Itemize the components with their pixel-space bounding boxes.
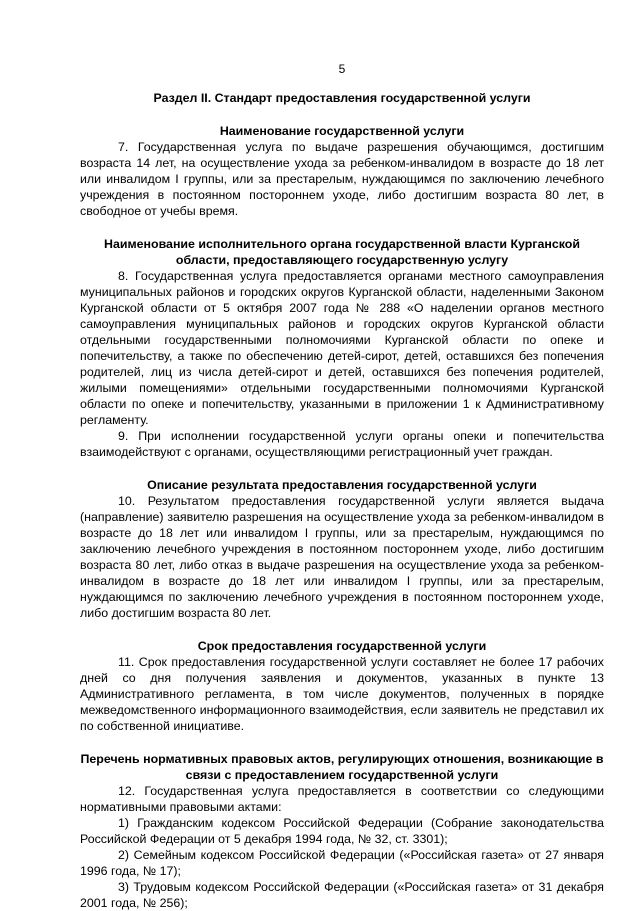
paragraph-7: 7. Государственная услуга по выдаче разрешения обучающимся, достигшим возраста 14 лет, на осуществление ухода за ребенком-инвалидом в возрасте до 18 лет или инвалидом I группы, или за престарелым, нуждающимся по заключению лечебного учреждения в постоянном постороннем уходе, либо достигшим возраста 80 лет, в свободное от учебы время.: [80, 140, 604, 218]
paragraph-8: 8. Государственная услуга предоставляется органами местного самоуправления муниципальных районов и городских округов Курганской области, наделенными Законом Курганской области от 5 октября 2007 года № 288 «О наделении органов местного самоуправления муниципальных районов и городских округов Курганской области отдельными государственными полномочиями Курганской области по опеке и попечительству, а также по обеспечению детей-сирот, детей, оставшихся без попечения родителей, лиц из числа детей-сирот и детей, оставшихся без попечения родителей, жилыми помещениями» отдельными государственными полномочиями Курганской области по опеке и попечительству, указанными в приложении 1 к Административному регламенту.: [80, 269, 604, 427]
heading-executive-body: Наименование исполнительного органа государственной власти Курганской области, предоставляющего государственную услугу: [104, 237, 580, 267]
heading-legal-acts: Перечень нормативных правовых актов, регулирующих отношения, возникающие в связи с предоставлением государственной услуги: [80, 752, 604, 782]
heading-service-name: Наименование государственной услуги: [219, 124, 465, 138]
list-item-labor-code: 3) Трудовым кодексом Российской Федерации («Российская газета» от 31 декабря 2001 года, № 256);: [80, 880, 604, 910]
paragraph-12: 12. Государственная услуга предоставляется в соответствии со следующими нормативными правовыми актами:: [80, 784, 604, 814]
paragraph-11: 11. Срок предоставления государственной услуги составляет не более 17 рабочих дней со дня получения заявления и документов, указанных в пункте 13 Административного регламента, в том числе документов, полученных в порядке межведомственного информационного взаимодействия, если заявитель не представил их по собственной инициативе.: [80, 655, 604, 733]
section-title: Раздел II. Стандарт предоставления государственной услуги: [153, 91, 531, 105]
heading-service-term: Срок предоставления государственной услуги: [197, 639, 487, 653]
paragraph-10: 10. Результатом предоставления государственной услуги является выдача (направление) заявителю разрешения на осуществление ухода за ребенком-инвалидом в возрасте до 18 лет или инвалидом I группы, или за престарелым, нуждающимся по заключению лечебного учреждения в постоянном постороннем уходе, либо достигшим возраста 80 лет, либо отказ в выдаче разрешения на осуществление ухода за ребенком-инвалидом в возрасте до 18 лет или инвалидом I группы, или за престарелым, нуждающимся по заключению лечебного учреждения в постоянном постороннем уходе, либо достигшим возраста 80 лет.: [80, 494, 604, 620]
paragraph-9: 9. При исполнении государственной услуги органы опеки и попечительства взаимодействуют с органами, осуществляющими регистрационный учет граждан.: [80, 429, 604, 459]
page-number: 5: [338, 62, 346, 76]
heading-result-description: Описание результата предоставления государственной услуги: [147, 478, 537, 492]
list-item-civil-code: 1) Гражданским кодексом Российской Федерации (Собрание законодательства Российской Федерации от 5 декабря 1994 года, № 32, ст. 3301);: [80, 816, 604, 846]
list-item-family-code: 2) Семейным кодексом Российской Федерации («Российская газета» от 27 января 1996 года, № 17);: [80, 848, 604, 878]
